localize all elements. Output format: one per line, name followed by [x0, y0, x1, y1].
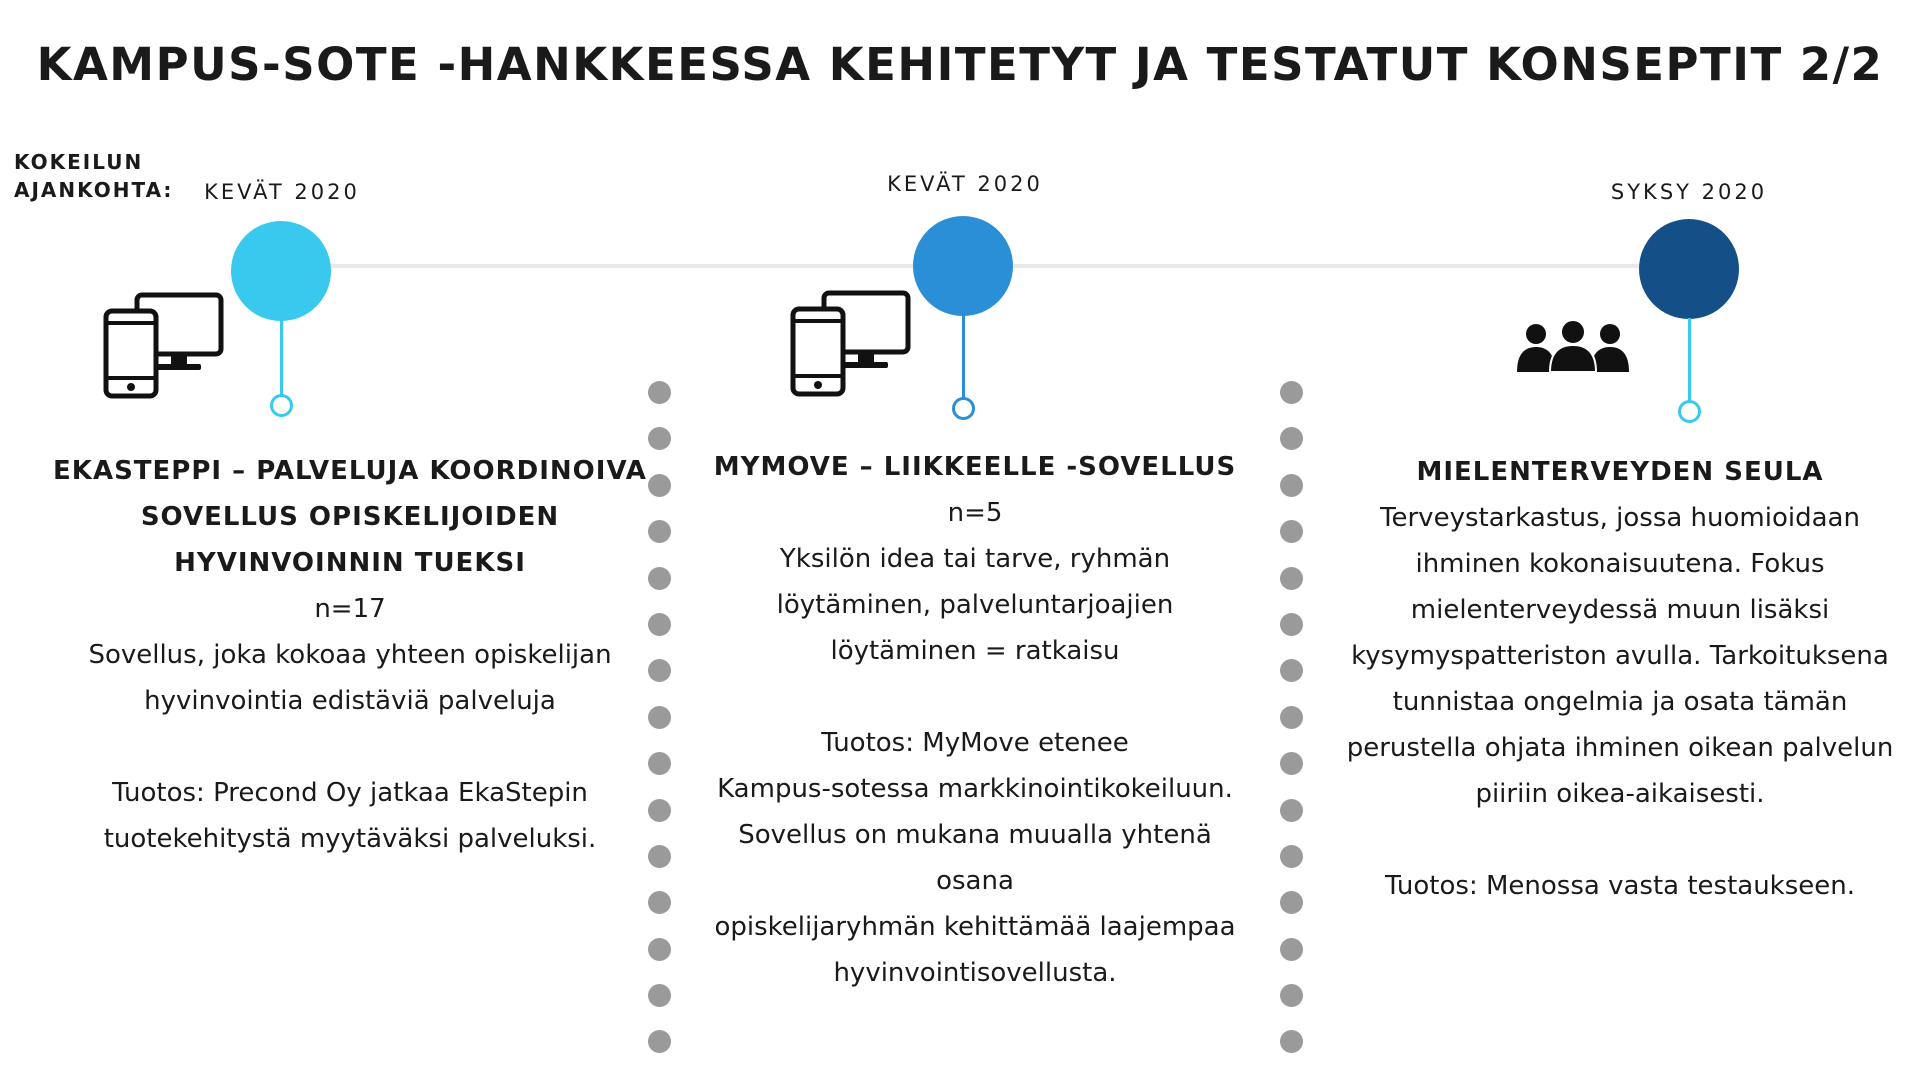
- separator-dot: [1280, 427, 1303, 450]
- concept-description-line: löytäminen = ratkaisu: [830, 636, 1120, 666]
- timeline-stem-3: [1688, 318, 1691, 401]
- timeline-node-1: [231, 221, 331, 321]
- concept-result-line: tuotekehitystä myytäväksi palveluksi.: [103, 824, 597, 854]
- separator-dot: [1280, 938, 1303, 961]
- concept-description-line: Terveystarkastus, jossa huomioidaan: [1380, 503, 1860, 533]
- timeline-node-3: [1639, 219, 1739, 319]
- separator-dot: [1280, 706, 1303, 729]
- concept-description-line: mielenterveydessä muun lisäksi: [1410, 595, 1830, 625]
- page-title: KAMPUS-SOTE -HANKKEESSA KEHITETYT JA TESTATUT KONSEPTIT 2/2: [36, 38, 1884, 91]
- separator-dot: [1280, 799, 1303, 822]
- separator-dot: [648, 1030, 671, 1053]
- timeline-label-line-1: KOKEILUN: [14, 150, 144, 174]
- concept-heading-line: MIELENTERVEYDEN SEULA: [1416, 457, 1824, 487]
- concept-result-line: Tuotos: Menossa vasta testaukseen.: [1384, 871, 1856, 901]
- timeline-stem-2: [962, 314, 965, 398]
- concept-description-line: tunnistaa ongelmia ja osata tämän: [1392, 687, 1848, 717]
- timeline-node-2: [913, 216, 1013, 316]
- season-label-2: KEVÄT 2020: [887, 172, 1043, 196]
- timeline-end-ring-2: [952, 397, 975, 420]
- concept-result-line: hyvinvointisovellusta.: [833, 958, 1117, 988]
- concept-heading-line: EKASTEPPI – PALVELUJA KOORDINOIVA: [53, 456, 647, 486]
- timeline-label-line-2: AJANKOHTA:: [14, 178, 174, 202]
- concept-description-line: kysymyspatteriston avulla. Tarkoituksena: [1351, 641, 1889, 671]
- concept-result-line: Tuotos: MyMove etenee: [821, 728, 1129, 758]
- separator-dot: [648, 891, 671, 914]
- separator-dot: [1280, 845, 1303, 868]
- separator-dot: [1280, 984, 1303, 1007]
- concept-result-line: osana: [936, 866, 1014, 896]
- separator-dot: [648, 381, 671, 404]
- devices-icon: [790, 290, 912, 402]
- concept-description-line: piiriin oikea-aikaisesti.: [1475, 779, 1765, 809]
- separator-dot: [648, 938, 671, 961]
- concept-card-mielenterveyden-seula: [1320, 449, 1920, 909]
- separator-dot: [1280, 567, 1303, 590]
- concept-description-line: perustella ohjata ihminen oikean palvelun: [1346, 733, 1894, 763]
- concept-result-line: Kampus-sotessa markkinointikokeiluun.: [717, 774, 1233, 804]
- concept-heading-line: SOVELLUS OPISKELIJOIDEN: [140, 502, 560, 532]
- concept-description-line: ihminen kokonaisuutena. Fokus: [1415, 549, 1825, 579]
- concept-result-line: opiskelijaryhmän kehittämää laajempaa: [714, 912, 1236, 942]
- concept-description-line: Sovellus, joka kokoaa yhteen opiskelijan: [88, 640, 612, 670]
- timeline-end-ring-1: [270, 394, 293, 417]
- concept-heading-line: MYMOVE – LIIKKEELLE -SOVELLUS: [713, 452, 1237, 482]
- group-icon: [1516, 320, 1630, 376]
- separator-dot: [648, 427, 671, 450]
- separator-dot: [1280, 752, 1303, 775]
- separator-dot: [1280, 520, 1303, 543]
- concept-card-ekasteppi: [40, 448, 660, 862]
- separator-dot: [1280, 659, 1303, 682]
- concept-description-line: hyvinvointia edistäviä palveluja: [144, 686, 556, 716]
- concept-result-line: Sovellus on mukana muualla yhtenä: [738, 820, 1212, 850]
- timeline-end-ring-3: [1678, 400, 1701, 423]
- timeline-label: [14, 148, 173, 204]
- concept-result-line: Tuotos: Precond Oy jatkaa EkaStepin: [112, 778, 588, 808]
- concept-heading-line: HYVINVOINNIN TUEKSI: [174, 548, 526, 578]
- concept-sample-size: n=5: [947, 498, 1003, 528]
- concept-sample-size: n=17: [314, 594, 386, 624]
- season-label-1: KEVÄT 2020: [204, 180, 360, 204]
- separator-dot: [1280, 1030, 1303, 1053]
- devices-icon: [103, 292, 225, 404]
- separator-dot: [1280, 613, 1303, 636]
- separator-dot: [648, 984, 671, 1007]
- separator-dot: [1280, 381, 1303, 404]
- season-label-3: SYKSY 2020: [1610, 180, 1768, 204]
- timeline-stem-1: [280, 318, 283, 395]
- concept-description-line: Yksilön idea tai tarve, ryhmän: [779, 544, 1171, 574]
- concept-description-line: löytäminen, palveluntarjoajien: [776, 590, 1174, 620]
- separator-dot: [1280, 891, 1303, 914]
- separator-dot: [1280, 474, 1303, 497]
- dotted-separator-2: [1280, 381, 1304, 1077]
- concept-card-mymove: [680, 444, 1270, 996]
